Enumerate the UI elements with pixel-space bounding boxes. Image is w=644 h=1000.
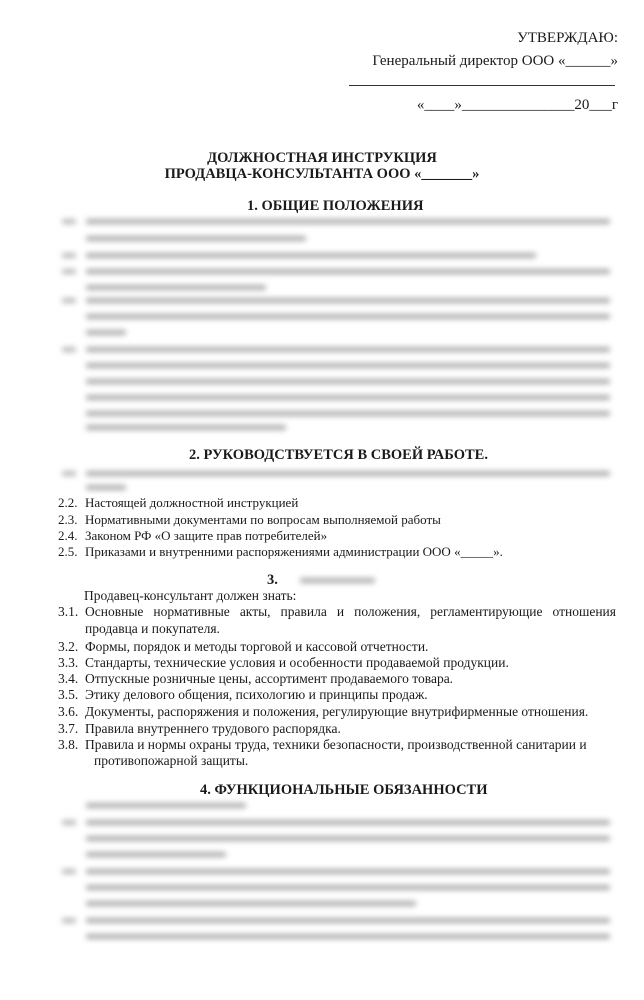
document-subtitle: ПРОДАВЦА-КОНСУЛЬТАНТА ООО «_______» [164,166,480,182]
list-item-continuation: продавца и покупателя. [85,621,220,636]
section-3-intro: Продавец-консультант должен знать: [84,588,297,603]
approval-position: Генеральный директор ООО «______» [372,53,618,69]
approval-date: «____»_______________20___г [416,97,618,113]
list-item-continuation: противопожарной защиты. [94,753,249,768]
section-2-heading: 2. РУКОВОДСТВУЕТСЯ В СВОЕЙ РАБОТЕ. [189,447,488,463]
section-3-number: 3. [267,572,278,588]
document-title: ДОЛЖНОСТНАЯ ИНСТРУКЦИЯ [207,150,437,166]
section-1-heading: 1. ОБЩИЕ ПОЛОЖЕНИЯ [247,198,424,214]
document-page: УТВЕРЖДАЮ: Генеральный директор ООО «______» «____»_______________20___г ДОЛЖНОСТНАЯ ИНСТРУКЦИЯ ПРОДАВЦА-КОНСУЛЬТАНТА ООО «_______» 1. ОБЩИЕ ПОЛОЖЕНИЯ 2. РУКОВОДСТВУЕТСЯ В СВОЕЙ РАБОТЕ. 2.2. Настоящей должностной инструкцией 2.3. Нормативными документами по вопросам выполняемой работы 2.4. Законом РФ «О защите прав потребителей» 2.5. Приказами и внутренними распоряжениями администрации ООО «_____». 3. Продавец-консультант должен знать: 3.1. Основные нормативные акты, правила и положения, регламентирующие отношения продавца и покупателя. 3.2. Формы, порядок и методы торговой и кассовой отчетности. 3.3. Стандарты, технические условия и особенности продаваемой продукции. 3.4. Отпускные розничные цены, ассортимент продаваемого товара. 3.5. Этику делового общения, психологию и принципы продаж. 3.6. Документы, распоряжения и положения, регулирующие внутрифирменные отношения. 3.7. Правила внутреннего трудового распорядка. 3.8. Правила и нормы охраны труда, техники безопасности, производственной санитарии и противопожарной защиты. 4. ФУНКЦИОНАЛЬНЫЕ ОБЯЗАННОСТИ [0,0,644,1000]
approval-heading: УТВЕРЖДАЮ: [517,30,618,46]
section-4-heading: 4. ФУНКЦИОНАЛЬНЫЕ ОБЯЗАННОСТИ [200,782,488,798]
signature-line [349,85,615,86]
